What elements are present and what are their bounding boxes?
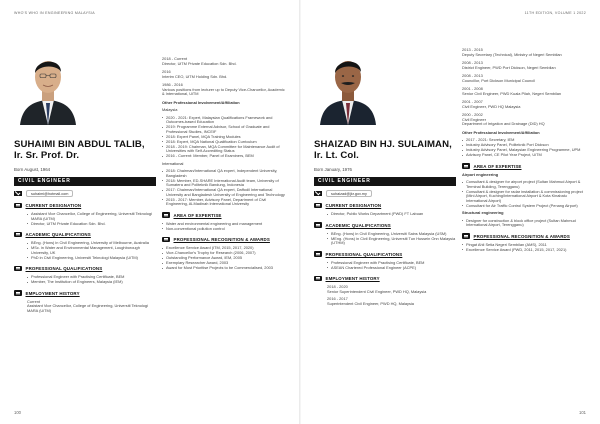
- list-item: Consultant for Air Traffic Control System Project (Penang Airport): [462, 204, 586, 209]
- list-item: Director, UiTM Private Education Sdn. Bhd.: [27, 222, 156, 227]
- list-item: Pingat Ahli Setia Negeri Sembilan (AMS), 2011: [462, 243, 586, 248]
- list-item: PhD in Civil Engineering, Universiti Teknologi Malaysia (UiTM): [27, 256, 156, 261]
- left-profile-column: [14, 45, 156, 313]
- right-profile-column: [314, 45, 456, 306]
- employment-role: Various positions from lecturer up to Deputy Vice-Chancellor, Academic & International, UiTM: [162, 86, 285, 96]
- certificate-icon: [14, 266, 22, 272]
- employment-role: Director, UiTM Private Education Sdn. Bhd.: [162, 60, 237, 66]
- list-item: Consultant & designer for airport project (Sultan Mahmud Airport & Terminal Building, Terengganu): [462, 180, 586, 189]
- employment-role: Interim CEO, UiTM Holding Sdn. Bhd.: [162, 73, 228, 79]
- list-item: 2020 - 2021: Expert, Malaysian Qualifications Framework and Outcomes-based Education: [162, 116, 286, 125]
- list-item: 2017 - 2021: Secretary, IEM: [462, 138, 586, 143]
- employment-period: 2001 - 2008: [462, 86, 483, 91]
- employment-period: 2013 - 2015: [462, 47, 483, 52]
- section-title: ACADEMIC QUALIFICATIONS: [25, 232, 91, 237]
- list-item: Designer for construction & block office project (Sultan Mahmud International Airport, Terengganu): [462, 219, 586, 228]
- email-icon: [14, 191, 22, 197]
- employment-org: Department of Irrigation and Drainage (DID) HQ: [462, 121, 545, 126]
- employment-block: [162, 57, 286, 66]
- running-header-left: WHO'S WHO IN ENGINEERING MALAYSIA: [14, 11, 96, 15]
- list-item: 2018: Expert, MQA National Qualification Curriculum: [162, 140, 286, 145]
- employment-role: District Engineer, PWD Port Dickson, Negeri Sembilan: [462, 64, 556, 70]
- portrait-image: [14, 45, 82, 125]
- list-item: 2018: Chairman/International QA expert, Independent University, Bangladesh: [162, 169, 286, 178]
- section-title: CURRENT DESIGNATION: [25, 203, 82, 208]
- expertise-subheading: Airport engineering: [462, 171, 499, 177]
- academic-section: [314, 222, 456, 246]
- graduation-cap-icon: [14, 232, 22, 238]
- birth-date: Born August, 1964: [14, 167, 51, 172]
- list-item: Excellence Service Award (ITM, 2015, 2017, 2020): [162, 246, 286, 251]
- expertise-subheading: Structural engineering: [462, 210, 504, 215]
- email-row: [314, 190, 456, 197]
- section-title: ACADEMIC QUALIFICATIONS: [325, 222, 391, 228]
- employment-period: 2016: [162, 69, 171, 74]
- list-item: 2019: Programme External Advisor, School of Graduate and Professional Studies, INCEIF: [162, 125, 286, 134]
- page-number-left: 100: [14, 410, 21, 415]
- left-details-column: [162, 57, 286, 271]
- list-item: Professional Engineer with Practising Certificate, BEM: [27, 275, 156, 280]
- list-item: 2018: Expert Panel, MQA Training Modules: [162, 135, 286, 140]
- list-item: 2015 - 2017: Member, Advisory Panel, Department of Civil Engineering, Al-Madinah International University: [162, 198, 286, 207]
- employment-line: Assistant Vice Chancellor, College of Engineering, Universiti Teknologi MARA (UiTM): [27, 303, 148, 313]
- page-number-right: 101: [579, 410, 586, 415]
- expertise-section: [162, 212, 286, 232]
- section-title: AREA OF EXPERTISE: [173, 212, 222, 218]
- list-item: 2017: Chairman/International QA expert, Daffodil International University and Bangladesh University of Engineering and Technology: [162, 188, 286, 197]
- employment-section: [314, 275, 456, 306]
- profession-band: CIVIL ENGINEER: [314, 177, 456, 186]
- affiliation-title: Other Professional Involvement/Affiliation: [162, 99, 240, 105]
- expertise-section: [462, 163, 586, 228]
- list-item: MSc. in Water and Environmental Management, Loughborough University, UK: [27, 246, 156, 255]
- running-header-right: 11TH EDITION, VOLUME 1 2022: [524, 11, 586, 15]
- employment-line: Superintendent Civil Engineer, PWD HQ, Malaysia: [327, 300, 414, 306]
- person-name: SHAIZAD BIN HJ. SULAIMAN, Ir. Lt. Col.: [314, 139, 452, 161]
- employment-block: [462, 74, 586, 83]
- list-item: Advisory Panel, CE Pilot Year Project, UiTM: [462, 153, 586, 158]
- tools-icon: [462, 163, 470, 169]
- employment-period: 2000 - 2002: [462, 112, 483, 117]
- person-name: SUHAIMI BIN ABDUL TALIB, Ir. Sr. Prof. Dr.: [14, 139, 145, 161]
- section-title: EMPLOYMENT HISTORY: [25, 290, 80, 296]
- section-title: CURRENT DESIGNATION: [325, 203, 382, 208]
- right-page: [300, 0, 600, 424]
- employment-block: [462, 61, 586, 70]
- building-icon: [14, 290, 22, 296]
- portrait-photo-left: [14, 45, 82, 125]
- professional-section: [14, 265, 156, 285]
- affiliation-title: Other Professional Involvement/Affiliation: [462, 129, 540, 135]
- employment-period: 2018 - Current: [162, 56, 188, 61]
- list-item: Excellence Service Award (PWD, 2011, 2015, 2017, 2021): [462, 248, 586, 253]
- employment-line: Senior Superintendent Civil Engineer, PWD HQ, Malaysia: [327, 288, 427, 294]
- list-item: Director, Public Works Department (PWD) FT Labuan: [327, 212, 456, 217]
- portrait-photo-right: [314, 45, 382, 125]
- list-item: Member, The Institution of Engineers, Malaysia (IEM): [27, 280, 156, 285]
- employment-block: [462, 113, 586, 127]
- employment-block: [462, 100, 586, 109]
- tools-icon: [162, 212, 170, 218]
- list-item: Professional Engineer with Practising Certificate, BEM: [327, 261, 456, 266]
- building-icon: [314, 276, 322, 282]
- section-title: PROFESSIONAL QUALIFICATIONS: [25, 266, 103, 271]
- right-details-column: [462, 48, 586, 253]
- profession-band: CIVIL ENGINEER: [14, 177, 156, 186]
- employment-line: 2018 - 2020: [327, 284, 348, 289]
- list-item: MEng. (Hons) in Civil Engineering, Universiti Tun Hussein Onn Malaysia (UTHM): [327, 237, 456, 246]
- recognition-section: [462, 233, 586, 253]
- list-item: Assistant Vice Chancellor, College of Engineering, Universiti Teknologi MARA (UiTM): [27, 212, 156, 221]
- recognition-section: [162, 236, 286, 271]
- briefcase-icon: [14, 203, 22, 209]
- section-title: AREA OF EXPERTISE: [473, 163, 522, 169]
- employment-period: 2008 - 2013: [462, 73, 483, 78]
- section-title: PROFESSIONAL RECOGNITION & AWARDS: [473, 233, 570, 239]
- list-item: 2016 - Current: Member, Panel of Examiners, BEM: [162, 154, 286, 159]
- employment-block: [162, 70, 286, 79]
- award-icon: [162, 237, 170, 243]
- academic-section: [14, 231, 156, 260]
- employment-period: 2001 - 2007: [462, 99, 483, 104]
- briefcase-icon: [314, 203, 322, 209]
- employment-block: [162, 83, 286, 97]
- certificate-icon: [314, 251, 322, 257]
- employment-role: Civil Engineer: [462, 116, 487, 122]
- list-item: Vice-Chancellor's Trophy for Research (2006, 2007): [162, 251, 286, 256]
- employment-block: [462, 48, 586, 57]
- employment-role: Civil Engineer, PWD HQ Malaysia: [462, 103, 521, 109]
- birth-date: Born January, 1976: [314, 167, 352, 172]
- list-item: BEng. (Hons) in Civil Engineering, Universiti Sains Malaysia (USM): [327, 232, 456, 237]
- list-item: Industry Advisory Panel, Politeknik Port Dickson: [462, 143, 586, 148]
- employment-role: Senior Civil Engineer, PWD Kuala Pilah, Negeri Sembilan: [462, 90, 562, 96]
- list-item: 2018: Member, ED-SHARE International Audit team, University of Sumatera and Politeknik Bandung, Indonesia: [162, 179, 286, 188]
- list-item: 2018 - 2019: Chairman, MQA Committee for Maintenance Audit of Universities with Self-Accrediting Status: [162, 145, 286, 154]
- affiliation-sub: Malaysia: [162, 107, 178, 112]
- email-icon: [314, 191, 322, 197]
- employment-role: Deputy Secretary (Technical), Ministry of Negeri Sembilan: [462, 51, 562, 57]
- list-item: Consultant & designer for radar installation & commissioning project (Mini Airport, Kuching/International Airport & Kota Kinabalu International Airport): [462, 190, 586, 204]
- employment-period: 1986 - 2016: [162, 82, 183, 87]
- list-item: Award for Most Prioritise Projects to be Commercialised, 2003: [162, 266, 286, 271]
- email-link[interactable]: suhaizad@jkr.gov.my: [326, 190, 372, 197]
- list-item: Industry Advisory Panel, Malaysian Engineering Programme, UPM: [462, 148, 586, 153]
- employment-line: Current: [27, 298, 40, 304]
- professional-section: [314, 251, 456, 271]
- list-item: Outstanding Performance Award, IEM, 2005: [162, 256, 286, 261]
- award-icon: [462, 233, 470, 239]
- list-item: Non-conventional pollution control: [162, 227, 286, 232]
- section-title: EMPLOYMENT HISTORY: [325, 276, 380, 281]
- section-title: PROFESSIONAL RECOGNITION & AWARDS: [173, 237, 270, 242]
- graduation-cap-icon: [314, 222, 322, 228]
- list-item: Exemplary Researcher Award, 2003: [162, 261, 286, 266]
- email-link[interactable]: suhaimi@hotmail.com: [26, 190, 73, 197]
- list-item: BEng. (Hons) in Civil Engineering, University of Melbourne, Australia: [27, 241, 156, 246]
- employment-line: 2016 - 2017: [327, 296, 348, 301]
- portrait-image: [314, 45, 382, 125]
- employment-block: [462, 87, 586, 96]
- email-row: [14, 190, 156, 197]
- employment-role: Councillor, Port Dickson Municipal Council: [462, 77, 535, 83]
- current-designation-section: [14, 202, 156, 226]
- list-item: ASEAN Chartered Professional Engineer (ACPE): [327, 266, 456, 271]
- current-designation-section: [314, 202, 456, 217]
- section-title: PROFESSIONAL QUALIFICATIONS: [325, 251, 403, 257]
- affiliation-sub-intl: International: [162, 160, 184, 166]
- list-item: Water and environmental engineering and management: [162, 222, 286, 227]
- employment-section: [14, 290, 156, 314]
- employment-period: 2008 - 2013: [462, 60, 483, 65]
